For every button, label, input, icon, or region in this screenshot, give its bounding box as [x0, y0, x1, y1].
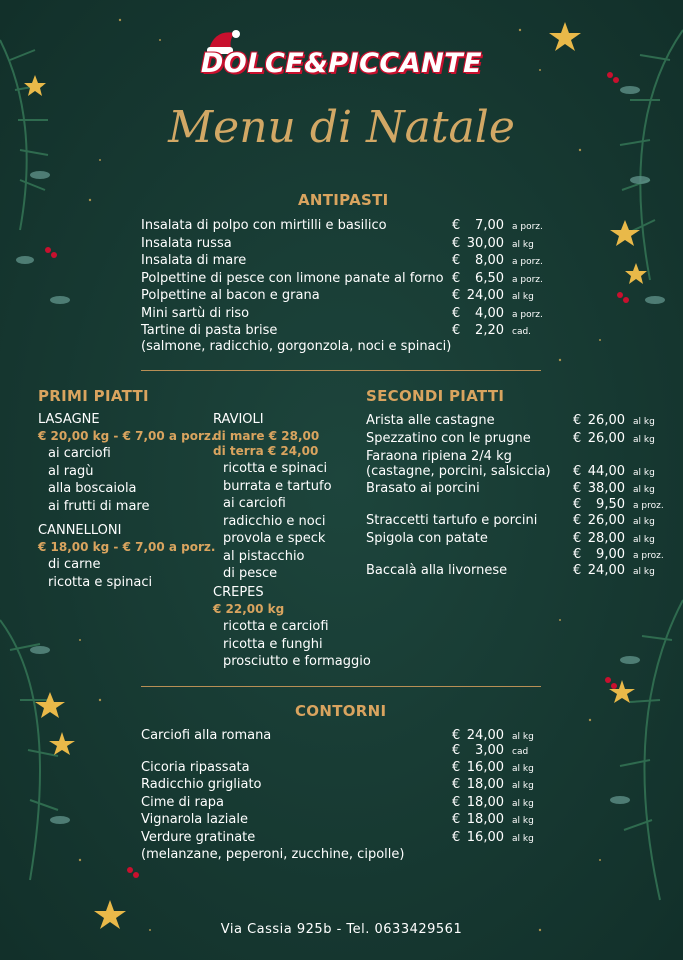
price-unit: al kg [512, 764, 534, 774]
item-price [573, 562, 655, 581]
price-value: 44,00 [587, 464, 625, 479]
price-value: 2,20 [475, 323, 504, 338]
item-price [573, 430, 655, 449]
pasta-option: provola e speck [223, 531, 326, 546]
menu-item-name: Mini sartù di riso [141, 305, 250, 321]
item-price [452, 287, 534, 306]
item-price [573, 512, 655, 531]
currency-symbol: € [573, 413, 582, 428]
crepes-name: CREPES [213, 585, 264, 600]
menu-item-name: Faraona ripiena 2/4 kg [366, 449, 512, 464]
price-unit: al kg [633, 435, 655, 445]
currency-symbol: € [452, 305, 461, 321]
menu-item-name: Vignarola laziale [141, 812, 248, 827]
item-price [452, 776, 534, 795]
currency-symbol: € [452, 323, 461, 338]
currency-symbol: € [452, 728, 461, 743]
price-value: 28,00 [587, 531, 625, 546]
price-value: 18,00 [466, 795, 504, 810]
cannelloni-name: CANNELLONI [38, 523, 122, 538]
menu-item-name: Straccetti tartufo e porcini [366, 513, 538, 528]
currency-symbol: € [452, 812, 461, 827]
price-unit: al kg [512, 799, 534, 809]
item-price [452, 217, 543, 236]
page-title: Menu di Natale [168, 102, 515, 153]
price-unit: al kg [633, 468, 655, 478]
menu-item-detail: (castagne, porcini, salsiccia) [366, 464, 551, 479]
pasta-option: al pistacchio [223, 548, 305, 564]
item-price [452, 235, 534, 254]
section-heading-secondi: SECONDI PIATTI [366, 387, 505, 405]
ravioli-price-mare: di mare € 28,00 [213, 429, 320, 443]
pasta-option: radicchio e noci [223, 513, 326, 529]
menu-item-name: Insalata russa [141, 235, 232, 251]
section-heading-primi: PRIMI PIATTI [38, 387, 149, 405]
price-unit: a porz. [512, 309, 543, 320]
price-value: 3,00 [475, 743, 504, 758]
item-price [452, 811, 534, 830]
section-heading-contorni: CONTORNI [295, 702, 387, 720]
price-unit: al kg [512, 239, 534, 250]
price-unit: al kg [633, 517, 655, 527]
currency-symbol: € [452, 270, 461, 286]
item-price [573, 412, 655, 431]
pasta-option: prosciutto e formaggio [223, 654, 371, 669]
menu-item-name: Carciofi alla romana [141, 728, 272, 743]
item-price [452, 270, 543, 289]
footer-address: Via Cassia 925b - Tel. 0633429561 [220, 922, 463, 937]
pasta-option: al ragù [48, 463, 94, 479]
currency-symbol: € [452, 760, 461, 775]
menu-item-name: Tartine di pasta brise [141, 323, 278, 338]
currency-symbol: € [452, 253, 461, 268]
price-unit: a proz. [633, 501, 664, 511]
pasta-option: alla boscaiola [48, 481, 137, 496]
currency-symbol: € [452, 288, 461, 303]
menu-item-name: Baccalà alla livornese [366, 563, 508, 578]
price-unit: cad. [512, 327, 532, 337]
section-heading-antipasti: ANTIPASTI [298, 191, 389, 209]
item-price [452, 322, 531, 341]
menu-item-name: Cime di rapa [141, 795, 225, 810]
currency-symbol: € [573, 481, 582, 496]
price-value: 16,00 [466, 760, 504, 775]
contorni-note: (melanzane, peperoni, zucchine, cipolle) [141, 847, 405, 862]
pasta-option: ricotta e carciofi [223, 619, 329, 634]
price-value: 38,00 [587, 481, 625, 496]
currency-symbol: € [452, 235, 461, 251]
currency-symbol: € [573, 547, 582, 562]
price-value: 30,00 [466, 235, 504, 251]
brand-logo: DOLCE&PICCANTE [200, 48, 483, 79]
menu-item-name: Radicchio grigliato [141, 777, 262, 792]
price-unit: al kg [633, 417, 655, 427]
divider [141, 686, 541, 687]
menu-item-name: Arista alle castagne [366, 413, 495, 428]
price-value: 24,00 [466, 728, 504, 743]
pasta-option: di carne [48, 557, 101, 572]
currency-symbol: € [573, 497, 582, 512]
divider [141, 370, 541, 371]
price-unit: a porz. [512, 274, 543, 285]
pasta-option: burrata e tartufo [223, 478, 332, 494]
menu-item-name: Spigola con patate [366, 531, 488, 546]
pasta-option: ai carciofi [223, 496, 286, 511]
menu-item-name: Verdure gratinate [141, 830, 256, 845]
price-value: 18,00 [466, 777, 504, 792]
menu-item-name: Spezzatino con le prugne [366, 431, 531, 446]
price-value: 8,00 [475, 253, 504, 268]
crepes-price: € 22,00 kg [213, 602, 285, 616]
price-value: 26,00 [587, 513, 625, 528]
price-value: 9,50 [596, 497, 625, 512]
item-price [452, 252, 543, 271]
ravioli-price-terra: di terra € 24,00 [213, 444, 319, 458]
price-value: 18,00 [466, 812, 504, 827]
price-value: 26,00 [587, 413, 625, 428]
currency-symbol: € [452, 743, 461, 758]
pasta-option: ricotta e spinaci [48, 574, 153, 590]
currency-symbol: € [573, 464, 582, 479]
price-value: 4,00 [475, 305, 504, 321]
price-unit: al kg [633, 485, 655, 495]
price-value: 24,00 [466, 288, 504, 303]
item-price [452, 829, 534, 848]
item-price [452, 305, 543, 324]
pasta-option: ai carciofi [48, 446, 111, 461]
pasta-option: ricotta e spinaci [223, 461, 328, 476]
menu-item-name: Insalata di polpo con mirtilli e basilico [141, 218, 387, 233]
price-unit: al kg [512, 732, 534, 742]
pasta-option: di pesce [223, 566, 278, 581]
pasta-option: ricotta e funghi [223, 636, 323, 652]
currency-symbol: € [573, 513, 582, 528]
cannelloni-price: € 18,00 kg - € 7,00 a porz. [38, 540, 216, 554]
menu-item-name: Polpettine al bacon e grana [141, 288, 320, 303]
lasagne-price: € 20,00 kg - € 7,00 a porz. [38, 429, 216, 443]
price-unit: cad [512, 747, 529, 757]
menu-item-name: Brasato ai porcini [366, 481, 480, 496]
antipasti-note: (salmone, radicchio, gorgonzola, noci e spinaci) [141, 339, 452, 354]
price-unit: a proz. [633, 551, 664, 561]
price-unit: al kg [633, 567, 655, 577]
currency-symbol: € [573, 563, 582, 578]
currency-symbol: € [573, 431, 582, 446]
menu-item-name: Insalata di mare [141, 253, 247, 268]
price-unit: a porz. [512, 257, 543, 267]
price-unit: al kg [633, 535, 655, 545]
currency-symbol: € [452, 795, 461, 810]
price-value: 16,00 [466, 830, 504, 845]
price-value: 24,00 [587, 563, 625, 578]
currency-symbol: € [452, 777, 461, 792]
price-unit: a porz. [512, 222, 543, 232]
price-value: 9,00 [596, 547, 625, 562]
menu-item-name: Cicoria ripassata [141, 760, 250, 775]
ravioli-name: RAVIOLI [213, 412, 264, 427]
price-value: 26,00 [587, 431, 625, 446]
price-value: 6,50 [475, 270, 504, 286]
price-unit: al kg [512, 816, 534, 826]
price-value: 7,00 [475, 218, 504, 233]
currency-symbol: € [573, 531, 582, 546]
currency-symbol: € [452, 218, 461, 233]
price-unit: al kg [512, 834, 534, 844]
currency-symbol: € [452, 830, 461, 845]
price-unit: al kg [512, 292, 534, 302]
menu-item-name: Polpettine di pesce con limone panate al forno [141, 270, 444, 286]
price-unit: al kg [512, 781, 534, 791]
lasagne-name: LASAGNE [38, 412, 100, 427]
pasta-option: ai frutti di mare [48, 498, 150, 514]
